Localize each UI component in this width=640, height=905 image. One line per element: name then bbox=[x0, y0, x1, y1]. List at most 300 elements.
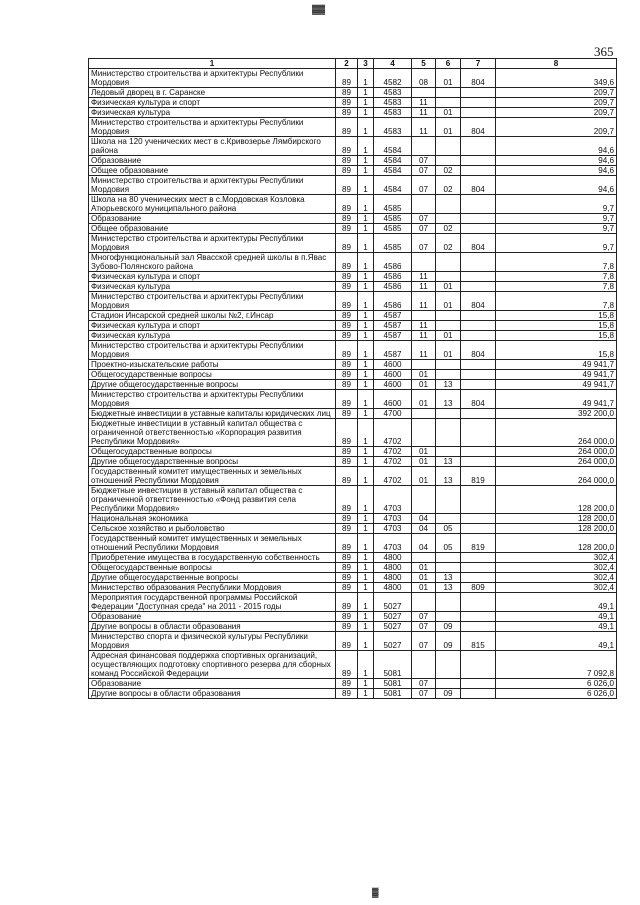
row-amount: 209,7 bbox=[496, 118, 617, 137]
row-col3: 1 bbox=[358, 214, 374, 224]
row-name: Другие общегосударственные вопросы bbox=[89, 457, 336, 467]
row-code: 4585 bbox=[374, 214, 412, 224]
row-section: 07 bbox=[412, 679, 436, 689]
row-subsection: 02 bbox=[436, 176, 461, 195]
row-name: Министерство строительства и архитектуры Республики Мордовия bbox=[89, 118, 336, 137]
row-col2: 89 bbox=[336, 467, 358, 486]
row-col2: 89 bbox=[336, 679, 358, 689]
row-section: 01 bbox=[412, 573, 436, 583]
row-ministry bbox=[461, 457, 496, 467]
row-section: 01 bbox=[412, 467, 436, 486]
row-name: Министерство строительства и архитектуры Республики Мордовия bbox=[89, 292, 336, 311]
row-col3: 1 bbox=[358, 514, 374, 524]
row-section: 01 bbox=[412, 563, 436, 573]
row-name: Сельское хозяйство и рыболовство bbox=[89, 524, 336, 534]
row-ministry: 804 bbox=[461, 390, 496, 409]
row-ministry: 819 bbox=[461, 467, 496, 486]
row-col3: 1 bbox=[358, 88, 374, 98]
row-code: 5027 bbox=[374, 632, 412, 651]
row-amount: 15,8 bbox=[496, 321, 617, 331]
row-col2: 89 bbox=[336, 272, 358, 282]
row-ministry bbox=[461, 224, 496, 234]
row-code: 4702 bbox=[374, 419, 412, 447]
row-col3: 1 bbox=[358, 553, 374, 563]
row-col2: 89 bbox=[336, 370, 358, 380]
row-ministry bbox=[461, 514, 496, 524]
table-row bbox=[89, 651, 617, 679]
row-section: 07 bbox=[412, 224, 436, 234]
row-amount: 9,7 bbox=[496, 224, 617, 234]
table-row bbox=[89, 679, 617, 689]
row-ministry bbox=[461, 419, 496, 447]
row-col2: 89 bbox=[336, 380, 358, 390]
row-ministry bbox=[461, 447, 496, 457]
row-code: 4586 bbox=[374, 253, 412, 272]
row-ministry bbox=[461, 156, 496, 166]
row-col2: 89 bbox=[336, 69, 358, 88]
row-code: 5027 bbox=[374, 612, 412, 622]
row-subsection bbox=[436, 253, 461, 272]
row-subsection: 01 bbox=[436, 331, 461, 341]
bottom-mark: ▓ bbox=[372, 887, 379, 897]
table-row bbox=[89, 224, 617, 234]
row-amount: 392 200,0 bbox=[496, 409, 617, 419]
row-subsection bbox=[436, 514, 461, 524]
row-ministry bbox=[461, 311, 496, 321]
row-col2: 89 bbox=[336, 311, 358, 321]
row-ministry bbox=[461, 195, 496, 214]
row-code: 4583 bbox=[374, 98, 412, 108]
row-col2: 89 bbox=[336, 156, 358, 166]
row-amount: 7,8 bbox=[496, 272, 617, 282]
row-subsection: 01 bbox=[436, 108, 461, 118]
row-ministry bbox=[461, 679, 496, 689]
row-subsection bbox=[436, 156, 461, 166]
row-section: 11 bbox=[412, 98, 436, 108]
row-amount: 49,1 bbox=[496, 622, 617, 632]
row-code: 5081 bbox=[374, 689, 412, 699]
row-ministry: 804 bbox=[461, 234, 496, 253]
row-col3: 1 bbox=[358, 409, 374, 419]
row-col2: 89 bbox=[336, 651, 358, 679]
row-col3: 1 bbox=[358, 534, 374, 553]
row-code: 4702 bbox=[374, 447, 412, 457]
row-code: 4584 bbox=[374, 137, 412, 156]
column-header-5: 5 bbox=[412, 59, 436, 69]
row-amount: 49 941,7 bbox=[496, 390, 617, 409]
table-row bbox=[89, 390, 617, 409]
row-col3: 1 bbox=[358, 457, 374, 467]
row-section: 11 bbox=[412, 331, 436, 341]
table-row bbox=[89, 272, 617, 282]
row-subsection bbox=[436, 214, 461, 224]
row-code: 4600 bbox=[374, 360, 412, 370]
table-row bbox=[89, 341, 617, 360]
table-row bbox=[89, 612, 617, 622]
table-row bbox=[89, 457, 617, 467]
row-name: Стадион Инсарской средней школы №2, г.Инсар bbox=[89, 311, 336, 321]
row-section: 01 bbox=[412, 380, 436, 390]
row-code: 4703 bbox=[374, 514, 412, 524]
table-row bbox=[89, 214, 617, 224]
table-row bbox=[89, 419, 617, 447]
row-ministry bbox=[461, 651, 496, 679]
row-col2: 89 bbox=[336, 88, 358, 98]
table-row bbox=[89, 360, 617, 370]
row-section: 11 bbox=[412, 292, 436, 311]
row-col3: 1 bbox=[358, 166, 374, 176]
row-name: Физическая культура и спорт bbox=[89, 98, 336, 108]
row-code: 4584 bbox=[374, 156, 412, 166]
row-section: 07 bbox=[412, 622, 436, 632]
table-row bbox=[89, 253, 617, 272]
table-row bbox=[89, 622, 617, 632]
row-subsection: 13 bbox=[436, 573, 461, 583]
row-col2: 89 bbox=[336, 390, 358, 409]
row-subsection bbox=[436, 409, 461, 419]
row-subsection bbox=[436, 419, 461, 447]
row-ministry bbox=[461, 593, 496, 612]
row-subsection bbox=[436, 88, 461, 98]
row-amount: 49 941,7 bbox=[496, 360, 617, 370]
row-ministry bbox=[461, 689, 496, 699]
row-name: Физическая культура и спорт bbox=[89, 321, 336, 331]
row-code: 5081 bbox=[374, 679, 412, 689]
row-subsection bbox=[436, 272, 461, 282]
row-section: 04 bbox=[412, 514, 436, 524]
row-col3: 1 bbox=[358, 467, 374, 486]
row-name: Многофункциональный зал Явасской средней школы в п.Явас Зубово-Полянского района bbox=[89, 253, 336, 272]
row-col3: 1 bbox=[358, 292, 374, 311]
table-row bbox=[89, 514, 617, 524]
row-name: Бюджетные инвестиции в уставные капиталы юридических лиц bbox=[89, 409, 336, 419]
row-amount: 94,6 bbox=[496, 156, 617, 166]
row-col3: 1 bbox=[358, 176, 374, 195]
row-col3: 1 bbox=[358, 679, 374, 689]
row-amount: 7,8 bbox=[496, 253, 617, 272]
row-name: Школа на 120 ученических мест в с.Кривозерье Лямбирского района bbox=[89, 137, 336, 156]
row-col2: 89 bbox=[336, 622, 358, 632]
table-row bbox=[89, 118, 617, 137]
row-amount: 49 941,7 bbox=[496, 380, 617, 390]
row-code: 4587 bbox=[374, 321, 412, 331]
row-name: Физическая культура bbox=[89, 108, 336, 118]
row-section: 11 bbox=[412, 272, 436, 282]
table-row bbox=[89, 234, 617, 253]
row-col2: 89 bbox=[336, 166, 358, 176]
row-ministry: 804 bbox=[461, 292, 496, 311]
row-subsection bbox=[436, 553, 461, 563]
row-col3: 1 bbox=[358, 651, 374, 679]
row-name: Общее образование bbox=[89, 166, 336, 176]
row-ministry bbox=[461, 272, 496, 282]
table-row bbox=[89, 524, 617, 534]
row-ministry bbox=[461, 370, 496, 380]
row-amount: 94,6 bbox=[496, 166, 617, 176]
table-row bbox=[89, 486, 617, 514]
row-subsection: 01 bbox=[436, 118, 461, 137]
row-ministry: 804 bbox=[461, 341, 496, 360]
row-amount: 9,7 bbox=[496, 234, 617, 253]
row-amount: 7,8 bbox=[496, 292, 617, 311]
row-amount: 15,8 bbox=[496, 341, 617, 360]
row-section: 07 bbox=[412, 214, 436, 224]
row-col3: 1 bbox=[358, 390, 374, 409]
row-amount: 128 200,0 bbox=[496, 486, 617, 514]
table-row bbox=[89, 156, 617, 166]
row-subsection bbox=[436, 447, 461, 457]
row-amount: 209,7 bbox=[496, 108, 617, 118]
row-col3: 1 bbox=[358, 253, 374, 272]
row-col2: 89 bbox=[336, 524, 358, 534]
header-row bbox=[89, 59, 617, 69]
row-name: Школа на 80 ученических мест в с.Мордовская Козловка Атюрьевского муниципального района bbox=[89, 195, 336, 214]
row-name: Национальная экономика bbox=[89, 514, 336, 524]
row-name: Адресная финансовая поддержка спортивных организаций, осуществляющих подготовку спортивного резерва для сборных команд Российской Федерации bbox=[89, 651, 336, 679]
row-code: 4702 bbox=[374, 457, 412, 467]
row-section bbox=[412, 137, 436, 156]
row-col3: 1 bbox=[358, 69, 374, 88]
row-amount: 7,8 bbox=[496, 282, 617, 292]
column-header-3: 3 bbox=[358, 59, 374, 69]
row-name: Образование bbox=[89, 214, 336, 224]
row-amount: 264 000,0 bbox=[496, 419, 617, 447]
row-subsection bbox=[436, 311, 461, 321]
row-ministry bbox=[461, 98, 496, 108]
row-col3: 1 bbox=[358, 118, 374, 137]
row-section: 07 bbox=[412, 632, 436, 651]
row-code: 4600 bbox=[374, 380, 412, 390]
column-header-4: 4 bbox=[374, 59, 412, 69]
column-header-8: 8 bbox=[496, 59, 617, 69]
row-name: Государственный комитет имущественных и земельных отношений Республики Мордовия bbox=[89, 534, 336, 553]
row-col3: 1 bbox=[358, 156, 374, 166]
table-row bbox=[89, 137, 617, 156]
row-col3: 1 bbox=[358, 622, 374, 632]
row-amount: 209,7 bbox=[496, 88, 617, 98]
row-name: Другие вопросы в области образования bbox=[89, 689, 336, 699]
row-code: 4600 bbox=[374, 390, 412, 409]
row-section bbox=[412, 253, 436, 272]
row-ministry bbox=[461, 612, 496, 622]
row-subsection: 09 bbox=[436, 632, 461, 651]
row-col3: 1 bbox=[358, 137, 374, 156]
row-section bbox=[412, 311, 436, 321]
row-name: Физическая культура bbox=[89, 331, 336, 341]
row-code: 4586 bbox=[374, 292, 412, 311]
row-col3: 1 bbox=[358, 380, 374, 390]
row-col2: 89 bbox=[336, 457, 358, 467]
row-subsection bbox=[436, 137, 461, 156]
row-ministry: 804 bbox=[461, 69, 496, 88]
row-code: 4586 bbox=[374, 282, 412, 292]
row-section bbox=[412, 486, 436, 514]
table-row bbox=[89, 166, 617, 176]
row-ministry: 804 bbox=[461, 176, 496, 195]
row-subsection bbox=[436, 563, 461, 573]
row-col2: 89 bbox=[336, 234, 358, 253]
column-header-1: 1 bbox=[89, 59, 336, 69]
row-subsection bbox=[436, 651, 461, 679]
row-code: 4587 bbox=[374, 331, 412, 341]
row-col3: 1 bbox=[358, 370, 374, 380]
row-amount: 264 000,0 bbox=[496, 457, 617, 467]
row-ministry bbox=[461, 253, 496, 272]
row-ministry bbox=[461, 409, 496, 419]
row-col3: 1 bbox=[358, 583, 374, 593]
row-amount: 349,6 bbox=[496, 69, 617, 88]
row-name: Образование bbox=[89, 679, 336, 689]
row-subsection: 09 bbox=[436, 622, 461, 632]
row-subsection: 13 bbox=[436, 380, 461, 390]
row-name: Образование bbox=[89, 156, 336, 166]
row-section: 07 bbox=[412, 166, 436, 176]
row-name: Министерство образования Республики Мордовия bbox=[89, 583, 336, 593]
row-code: 4587 bbox=[374, 341, 412, 360]
row-col2: 89 bbox=[336, 331, 358, 341]
row-section: 11 bbox=[412, 321, 436, 331]
row-ministry bbox=[461, 360, 496, 370]
row-subsection: 01 bbox=[436, 341, 461, 360]
row-amount: 94,6 bbox=[496, 176, 617, 195]
row-subsection bbox=[436, 679, 461, 689]
row-col2: 89 bbox=[336, 118, 358, 137]
row-amount: 6 026,0 bbox=[496, 679, 617, 689]
row-ministry: 804 bbox=[461, 118, 496, 137]
row-section: 07 bbox=[412, 176, 436, 195]
row-col2: 89 bbox=[336, 292, 358, 311]
row-name: Другие общегосударственные вопросы bbox=[89, 573, 336, 583]
row-col2: 89 bbox=[336, 689, 358, 699]
row-section: 04 bbox=[412, 524, 436, 534]
row-col3: 1 bbox=[358, 419, 374, 447]
row-col2: 89 bbox=[336, 514, 358, 524]
row-section bbox=[412, 553, 436, 563]
budget-table bbox=[88, 58, 617, 699]
row-code: 4600 bbox=[374, 370, 412, 380]
table-row bbox=[89, 282, 617, 292]
row-name: Министерство спорта и физической культуры Республики Мордовия bbox=[89, 632, 336, 651]
row-col3: 1 bbox=[358, 612, 374, 622]
row-name: Мероприятия государственной программы Российской Федерации "Доступная среда" на 2011 - 2015 годы bbox=[89, 593, 336, 612]
row-ministry: 809 bbox=[461, 583, 496, 593]
row-section: 11 bbox=[412, 108, 436, 118]
row-section bbox=[412, 419, 436, 447]
row-section bbox=[412, 88, 436, 98]
row-ministry bbox=[461, 486, 496, 514]
row-subsection: 13 bbox=[436, 390, 461, 409]
row-section bbox=[412, 360, 436, 370]
row-code: 4584 bbox=[374, 176, 412, 195]
row-ministry bbox=[461, 88, 496, 98]
table-row bbox=[89, 176, 617, 195]
row-col3: 1 bbox=[358, 321, 374, 331]
row-code: 5027 bbox=[374, 622, 412, 632]
row-amount: 94,6 bbox=[496, 137, 617, 156]
row-code: 4703 bbox=[374, 524, 412, 534]
column-header-7: 7 bbox=[461, 59, 496, 69]
row-section: 11 bbox=[412, 118, 436, 137]
row-col2: 89 bbox=[336, 447, 358, 457]
row-col3: 1 bbox=[358, 108, 374, 118]
row-section: 11 bbox=[412, 282, 436, 292]
row-name: Министерство строительства и архитектуры Республики Мордовия bbox=[89, 69, 336, 88]
row-col2: 89 bbox=[336, 176, 358, 195]
row-amount: 302,4 bbox=[496, 583, 617, 593]
row-name: Министерство строительства и архитектуры Республики Мордовия bbox=[89, 341, 336, 360]
row-subsection: 13 bbox=[436, 467, 461, 486]
row-subsection: 02 bbox=[436, 166, 461, 176]
row-subsection: 01 bbox=[436, 69, 461, 88]
row-col3: 1 bbox=[358, 195, 374, 214]
row-ministry bbox=[461, 524, 496, 534]
row-name: Проектно-изыскательские работы bbox=[89, 360, 336, 370]
row-amount: 49,1 bbox=[496, 632, 617, 651]
row-subsection: 05 bbox=[436, 524, 461, 534]
row-amount: 128 200,0 bbox=[496, 524, 617, 534]
row-col2: 89 bbox=[336, 360, 358, 370]
table-row bbox=[89, 331, 617, 341]
row-col3: 1 bbox=[358, 331, 374, 341]
row-amount: 6 026,0 bbox=[496, 689, 617, 699]
row-col3: 1 bbox=[358, 632, 374, 651]
table-row bbox=[89, 195, 617, 214]
row-ministry bbox=[461, 622, 496, 632]
table-row bbox=[89, 380, 617, 390]
table-row bbox=[89, 108, 617, 118]
row-name: Министерство строительства и архитектуры Республики Мордовия bbox=[89, 176, 336, 195]
row-name: Общегосударственные вопросы bbox=[89, 563, 336, 573]
row-subsection: 09 bbox=[436, 689, 461, 699]
row-col3: 1 bbox=[358, 272, 374, 282]
row-code: 4586 bbox=[374, 272, 412, 282]
row-col2: 89 bbox=[336, 573, 358, 583]
row-ministry bbox=[461, 573, 496, 583]
table-row bbox=[89, 292, 617, 311]
row-amount: 302,4 bbox=[496, 553, 617, 563]
row-col3: 1 bbox=[358, 689, 374, 699]
row-col2: 89 bbox=[336, 224, 358, 234]
row-name: Другие вопросы в области образования bbox=[89, 622, 336, 632]
table-row bbox=[89, 689, 617, 699]
row-col2: 89 bbox=[336, 563, 358, 573]
table-row bbox=[89, 409, 617, 419]
row-code: 4703 bbox=[374, 486, 412, 514]
row-col2: 89 bbox=[336, 214, 358, 224]
table-row bbox=[89, 69, 617, 88]
row-section bbox=[412, 651, 436, 679]
row-col2: 89 bbox=[336, 583, 358, 593]
row-section: 07 bbox=[412, 689, 436, 699]
row-col3: 1 bbox=[358, 524, 374, 534]
row-code: 4585 bbox=[374, 195, 412, 214]
top-mark: ▓▓ bbox=[312, 4, 326, 14]
row-name: Бюджетные инвестиции в уставный капитал общества с ограниченной ответственностью «Фонд развития села Республики Мордовия» bbox=[89, 486, 336, 514]
row-ministry: 819 bbox=[461, 534, 496, 553]
row-col3: 1 bbox=[358, 341, 374, 360]
row-code: 4584 bbox=[374, 166, 412, 176]
row-amount: 15,8 bbox=[496, 331, 617, 341]
table-row bbox=[89, 447, 617, 457]
row-amount: 49 941,7 bbox=[496, 370, 617, 380]
row-col2: 89 bbox=[336, 593, 358, 612]
row-amount: 264 000,0 bbox=[496, 447, 617, 457]
row-col2: 89 bbox=[336, 486, 358, 514]
table-row bbox=[89, 88, 617, 98]
row-subsection bbox=[436, 370, 461, 380]
row-col2: 89 bbox=[336, 409, 358, 419]
row-code: 4800 bbox=[374, 573, 412, 583]
